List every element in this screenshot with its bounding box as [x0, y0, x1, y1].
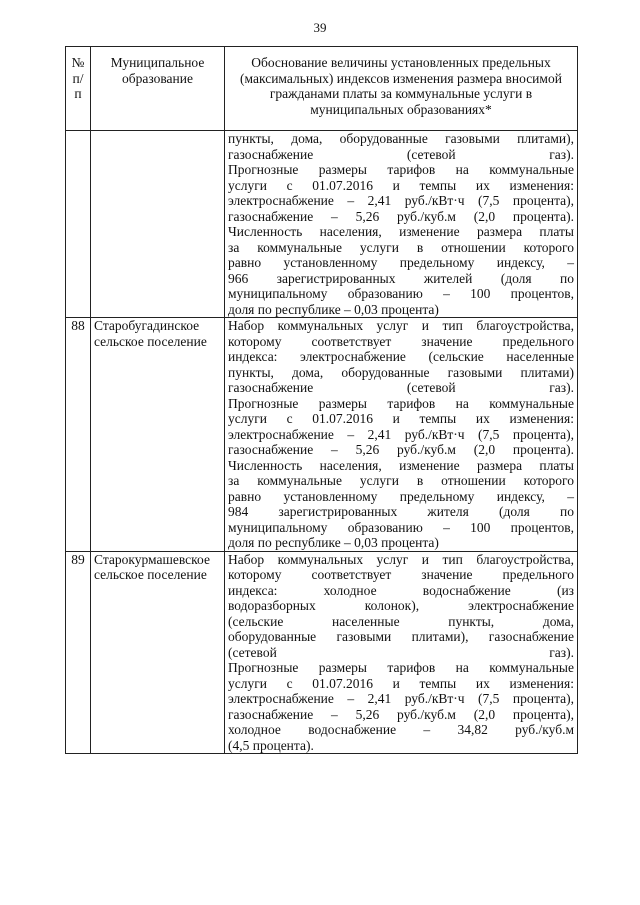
table-row	[66, 318, 578, 552]
municipality-name	[91, 131, 225, 318]
justification-line: газоснабжение – 5,26 руб./куб.м (2,0 процента),	[228, 706, 574, 722]
table-header-row	[66, 47, 578, 131]
row-number: 88	[66, 318, 91, 552]
justification-line: (сетевой газ).	[228, 644, 574, 660]
justification-line: Прогнозные размеры тарифов на коммунальные	[228, 162, 574, 177]
justification-line: доля по республике – 0,03 процента)	[228, 535, 439, 550]
justification-line: за коммунальные услуги в отношении которого	[228, 239, 574, 255]
justification-cell	[225, 131, 578, 318]
justification-line: (сельские населенные пункты, дома,	[228, 613, 574, 629]
justification-line: доля по республике – 0,03 процента)	[228, 301, 439, 317]
justification-line: услуги с 01.07.2016 и темпы их изменения:	[228, 675, 574, 691]
table-body	[66, 131, 578, 754]
justification-line: электроснабжение – 2,41 руб./кВт·ч (7,5 процента),	[228, 193, 574, 208]
table-row	[66, 131, 578, 318]
justification-line: газоснабжение (сетевой газ).	[228, 146, 574, 162]
justification-line: Численность населения, изменение размера платы	[228, 224, 574, 239]
justification-line: пункты, дома, оборудованные газовыми плитами)	[228, 364, 574, 380]
justification-line: 966 зарегистрированных жителей (доля по	[228, 270, 574, 286]
justification-line: Численность населения, изменение размера платы	[228, 457, 574, 473]
justification-line: Набор коммунальных услуг и тип благоустройства,	[228, 318, 574, 333]
justification-line: муниципальному образованию – 100 процентов,	[228, 519, 574, 535]
justification-line: индекса: холодное водоснабжение (из	[228, 582, 574, 598]
municipality-name: Старокурмашевское сельское поселение	[91, 551, 225, 754]
justification-line: муниципальному образованию – 100 процентов,	[228, 286, 574, 301]
justification-cell	[225, 318, 578, 552]
justification-line: которому соответствует значение предельного	[228, 333, 574, 349]
justification-line: электроснабжение – 2,41 руб./кВт·ч (7,5 процента),	[228, 691, 574, 706]
justification-line: газоснабжение – 5,26 руб./куб.м (2,0 процента).	[228, 208, 574, 224]
justification-line: Прогнозные размеры тарифов на коммунальные	[228, 660, 574, 675]
justification-line: услуги с 01.07.2016 и темпы их изменения:	[228, 411, 574, 426]
tariff-table	[65, 46, 578, 754]
justification-cell	[225, 551, 578, 754]
header-municipality: Муниципальное образование	[91, 47, 225, 131]
justification-line: равно установленному предельному индексу, –	[228, 488, 574, 504]
justification-line: оборудованные газовыми плитами), газоснабжение	[228, 629, 574, 644]
justification-line: индекса: электроснабжение (сельские населенные	[228, 349, 574, 364]
row-number: 89	[66, 551, 91, 754]
justification-line: Набор коммунальных услуг и тип благоустройства,	[228, 551, 574, 567]
municipality-name: Старобугадинское сельское поселение	[91, 318, 225, 552]
justification-line: равно установленному предельному индексу, –	[228, 255, 574, 270]
justification-line: (4,5 процента).	[228, 737, 314, 753]
header-justification: Обоснование величины установленных предельных (максимальных) индексов изменения размера вносимой гражданами платы за коммунальные услуги в муниципальных образованиях*	[225, 47, 578, 131]
justification-line: газоснабжение – 5,26 руб./куб.м (2,0 процента).	[228, 442, 574, 457]
justification-line: 984 зарегистрированных жителя (доля по	[228, 504, 574, 519]
justification-line: услуги с 01.07.2016 и темпы их изменения:	[228, 177, 574, 193]
justification-line: газоснабжение (сетевой газ).	[228, 380, 574, 395]
justification-line: водоразборных колонок), электроснабжение	[228, 598, 574, 613]
justification-line: пункты, дома, оборудованные газовыми плитами),	[228, 131, 574, 146]
justification-line: за коммунальные услуги в отношении которого	[228, 473, 574, 488]
table-row	[66, 551, 578, 754]
justification-line: которому соответствует значение предельного	[228, 567, 574, 582]
header-num: № п/п	[66, 47, 91, 131]
justification-line: холодное водоснабжение – 34,82 руб./куб.м	[228, 722, 574, 737]
justification-line: Прогнозные размеры тарифов на коммунальные	[228, 395, 574, 411]
justification-line: электроснабжение – 2,41 руб./кВт·ч (7,5 процента),	[228, 426, 574, 442]
row-number	[66, 131, 91, 318]
page-number: 39	[313, 20, 327, 35]
